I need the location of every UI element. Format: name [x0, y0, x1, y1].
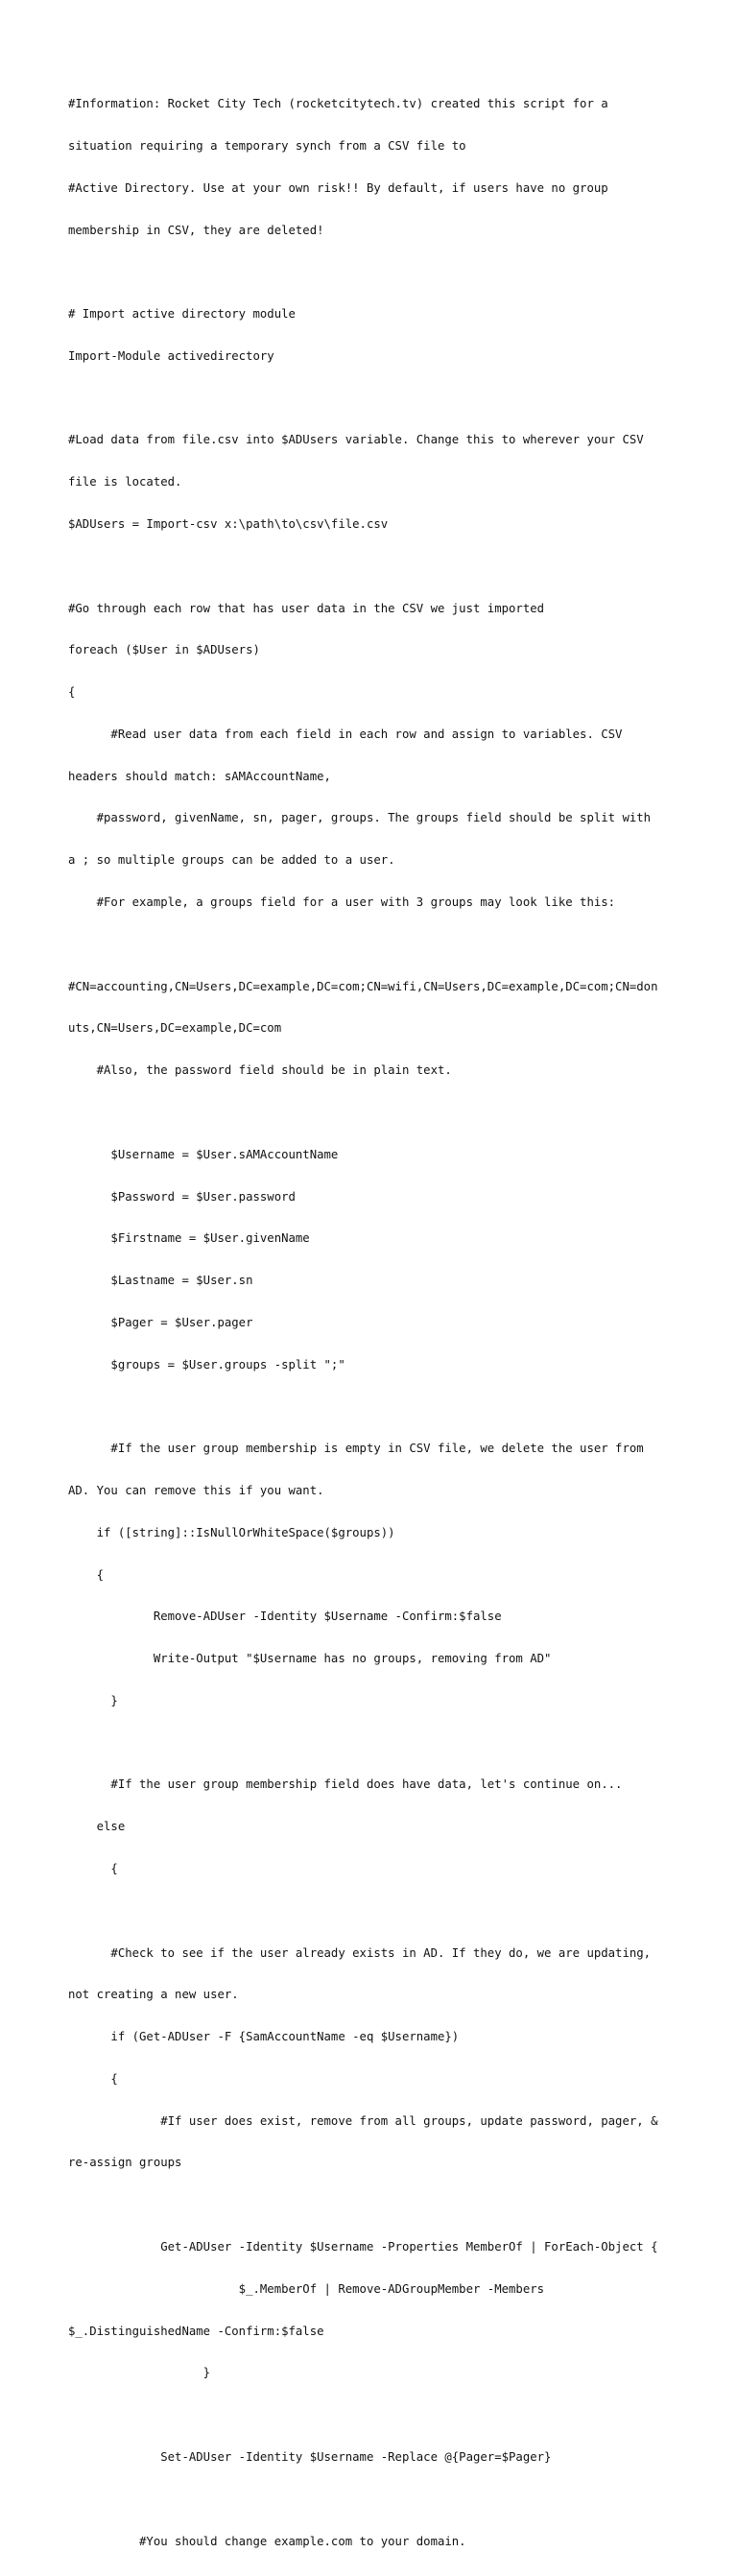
code-line: Set-ADUser -Identity $Username -Replace @{Pager=$Pager} [68, 2449, 552, 2464]
code-line: $Username = $User.sAMAccountName [68, 1147, 339, 1161]
code-line [68, 1904, 673, 1919]
code-line: #Read user data from each field in each row and assign to variables. CSV [68, 727, 623, 741]
code-line: foreach ($User in $ADUsers) [68, 643, 260, 657]
code-line [68, 1736, 673, 1751]
code-line: } [68, 1693, 118, 1707]
code-line: #If user does exist, remove from all groups, update password, pager, & [68, 2113, 658, 2128]
code-line: if (Get-ADUser -F {SamAccountName -eq $Username}) [68, 2030, 460, 2044]
code-line: file is located. [68, 475, 182, 489]
code-line: a ; so multiple groups can be added to a user. [68, 853, 395, 868]
code-line [68, 938, 673, 952]
code-line: #Load data from file.csv into $ADUsers variable. Change this to wherever your CSV [68, 433, 644, 447]
code-line: situation requiring a temporary synch from a CSV file to [68, 138, 466, 153]
code-line [68, 2198, 673, 2212]
code-line: #You should change example.com to your domain. [68, 2534, 466, 2548]
code-line: $Lastname = $User.sn [68, 1274, 253, 1288]
code-line: re-assign groups [68, 2156, 182, 2170]
code-line [68, 560, 673, 574]
code-line: #Go through each row that has user data in the CSV we just imported [68, 601, 545, 615]
code-line: else [68, 1820, 126, 1834]
code-line: $_.DistinguishedName -Confirm:$false [68, 2324, 324, 2338]
code-line: #Check to see if the user already exists in AD. If they do, we are updating, [68, 1945, 652, 1960]
code-line: $Pager = $User.pager [68, 1315, 253, 1329]
code-line: #Information: Rocket City Tech (rocketcitytech.tv) created this script for a [68, 97, 608, 111]
code-line: not creating a new user. [68, 1988, 239, 2002]
code-line [68, 265, 673, 279]
code-line: $groups = $User.groups -split ";" [68, 1357, 345, 1371]
code-line [68, 2408, 673, 2422]
code-line [68, 2493, 673, 2507]
code-line: $ADUsers = Import-csv x:\path\to\csv\file.csv [68, 517, 389, 531]
code-line: if ([string]::IsNullOrWhiteSpace($groups)) [68, 1525, 395, 1539]
code-line: #password, givenName, sn, pager, groups. The groups field should be split with [68, 811, 652, 825]
code-line: # Import active directory module [68, 307, 296, 322]
code-line: #If the user group membership is empty in CSV file, we delete the user from [68, 1442, 644, 1456]
code-line: { [68, 1567, 105, 1582]
code-line: Remove-ADUser -Identity $Username -Confirm:$false [68, 1610, 502, 1624]
code-line: #CN=accounting,CN=Users,DC=example,DC=com;CN=wifi,CN=Users,DC=example,DC=com;CN=don [68, 979, 658, 993]
code-line: Import-Module activedirectory [68, 348, 274, 363]
code-line: Get-ADUser -Identity $Username -Properties MemberOf | ForEach-Object { [68, 2240, 658, 2254]
code-line: { [68, 2071, 118, 2086]
code-line [68, 392, 673, 406]
code-line: #Also, the password field should be in plain text. [68, 1063, 452, 1078]
code-line [68, 1399, 673, 1414]
code-line: AD. You can remove this if you want. [68, 1483, 324, 1497]
code-line: Write-Output "$Username has no groups, removing from AD" [68, 1652, 552, 1666]
code-line: $_.MemberOf | Remove-ADGroupMember -Members [68, 2281, 545, 2296]
code-line: $Firstname = $User.givenName [68, 1231, 310, 1246]
code-line: #Active Directory. Use at your own risk!! By default, if users have no group [68, 180, 608, 195]
powershell-script-text [68, 69, 673, 2576]
code-line: { [68, 685, 76, 700]
code-line: membership in CSV, they are deleted! [68, 223, 324, 237]
code-line [68, 1106, 673, 1120]
code-line: { [68, 1862, 118, 1875]
code-line: } [68, 2366, 211, 2380]
code-line: #If the user group membership field does have data, let's continue on... [68, 1777, 623, 1792]
code-line: headers should match: sAMAccountName, [68, 769, 331, 783]
code-line: #For example, a groups field for a user with 3 groups may look like this: [68, 895, 616, 910]
code-line: uts,CN=Users,DC=example,DC=com [68, 1021, 282, 1036]
code-line: $Password = $User.password [68, 1189, 296, 1204]
